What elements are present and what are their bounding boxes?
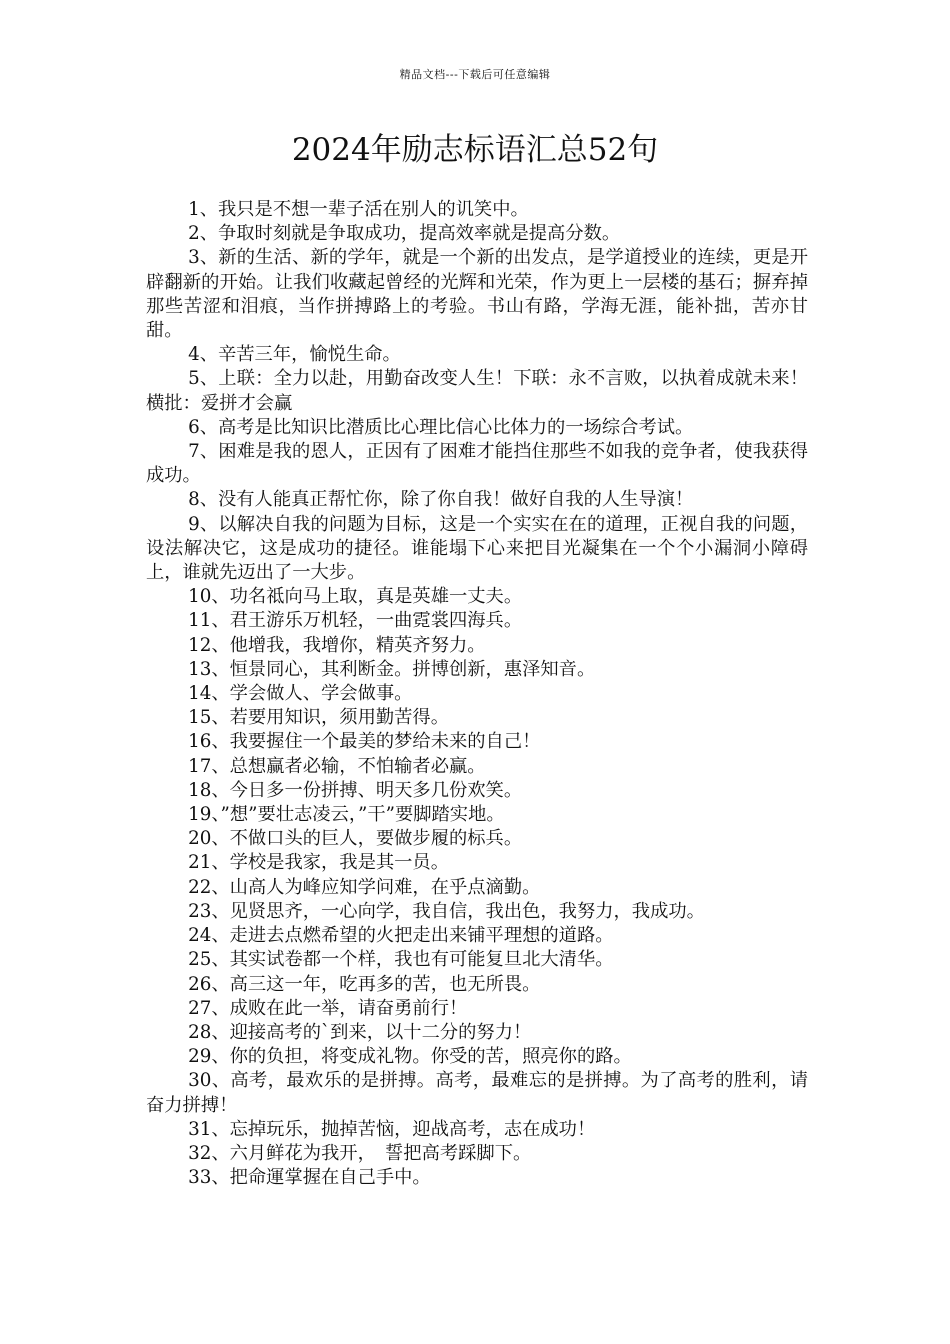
slogan-item: 14、学会做人、学会做事。 bbox=[188, 683, 413, 705]
slogan-item: 24、走进去点燃希望的火把走出来铺平理想的道路。 bbox=[188, 925, 614, 947]
slogan-item: 28、迎接高考的`到来，以十二分的努力！ bbox=[188, 1021, 532, 1043]
slogan-item: 21、学校是我家，我是其一员。 bbox=[188, 852, 449, 874]
slogan-item: 23、见贤思齐，一心向学，我自信，我出色，我努力，我成功。 bbox=[188, 900, 705, 922]
slogan-item: 12、他增我，我增你，精英齐努力。 bbox=[188, 634, 486, 656]
slogan-item: 27、成败在此一举，请奋勇前行！ bbox=[188, 997, 468, 1019]
page-title: 2024年励志标语汇总52句 bbox=[291, 132, 659, 168]
slogan-item: 5、上联：全力以赴，用勤奋改变人生！下联：永不言败，以执着成就未来！横批：爱拼才会赢 bbox=[146, 368, 808, 414]
slogan-item: 22、山高人为峰应知学问难，在乎点滴勤。 bbox=[188, 876, 541, 898]
slogan-item: 13、恒景同心，其利断金。拼博创新，惠泽知音。 bbox=[188, 658, 596, 680]
slogan-item: 1、我只是不想一辈子活在别人的讥笑中。 bbox=[188, 199, 529, 220]
slogan-item: 8、没有人能真正帮忙你，除了你自我！做好自我的人生导演！ bbox=[188, 489, 694, 511]
slogan-item: 10、功名祗向马上取，真是英雄一丈夫。 bbox=[188, 586, 523, 608]
slogan-item: 4、辛苦三年，愉悦生命。 bbox=[188, 344, 401, 366]
header-note: 精品文档---下载后可任意编辑 bbox=[399, 68, 551, 81]
slogan-item: 18、今日多一份拼搏、明天多几份欢笑。 bbox=[188, 779, 523, 801]
slogan-item: 2、争取时刻就是争取成功，提高效率就是提高分数。 bbox=[188, 223, 621, 245]
slogan-item: 26、高三这一年，吃再多的苦，也无所畏。 bbox=[188, 973, 541, 995]
slogan-item: 16、我要握住一个最美的梦给未来的自己！ bbox=[188, 731, 541, 753]
slogan-item: 25、其实试卷都一个样，我也有可能复旦北大清华。 bbox=[188, 949, 614, 971]
slogan-item: 19、”想”要壮志凌云，”干”要脚踏实地。 bbox=[188, 804, 505, 826]
slogan-item: 30、高考，最欢乐的是拼搏。高考，最难忘的是拼搏。为了高考的胜利，请奋力拼搏！ bbox=[146, 1070, 808, 1116]
slogan-item: 31、忘掉玩乐，抛掉苦恼，迎战高考，志在成功！ bbox=[188, 1118, 596, 1140]
slogan-item: 29、你的负担，将变成礼物。你受的苦，照亮你的路。 bbox=[188, 1046, 632, 1068]
slogan-item: 6、高考是比知识比潜质比心理比信心比体力的一场综合考试。 bbox=[188, 416, 694, 438]
slogan-item: 15、若要用知识，须用勤苦得。 bbox=[188, 707, 449, 729]
slogan-item: 7、困难是我的恩人，正因有了困难才能挡住那些不如我的竞争者，使我获得成功。 bbox=[146, 441, 808, 487]
slogan-item: 17、总想赢者必输，不怕输者必赢。 bbox=[188, 755, 486, 777]
slogan-item: 9、以解决自我的问题为目标，这是一个实实在在的道理，正视自我的问题，设法解决它，这是成功的捷径。谁能塌下心来把目光凝集在一个个小漏洞小障碍上，谁就先迈出了一大步。 bbox=[146, 513, 808, 584]
slogan-item: 11、君王游乐万机轻，一曲霓裳四海兵。 bbox=[188, 610, 523, 632]
slogan-item: 3、新的生活、新的学年，就是一个新的出发点，是学道授业的连续，更是开辟翻新的开始。让我们收藏起曾经的光辉和光荣，作为更上一层楼的基石；摒弃掉那些苦涩和泪痕，当作拼搏路上的考验。书山有路，学海无涯，能补拙，苦亦甘甜。 bbox=[146, 247, 808, 342]
document-body bbox=[146, 198, 808, 1190]
slogan-item: 33、把命運掌握在自己手中。 bbox=[188, 1167, 431, 1189]
slogan-item: 32、六月鲜花为我开， 誓把高考踩脚下。 bbox=[188, 1142, 532, 1164]
slogan-item: 20、不做口头的巨人，要做步履的标兵。 bbox=[188, 828, 523, 850]
